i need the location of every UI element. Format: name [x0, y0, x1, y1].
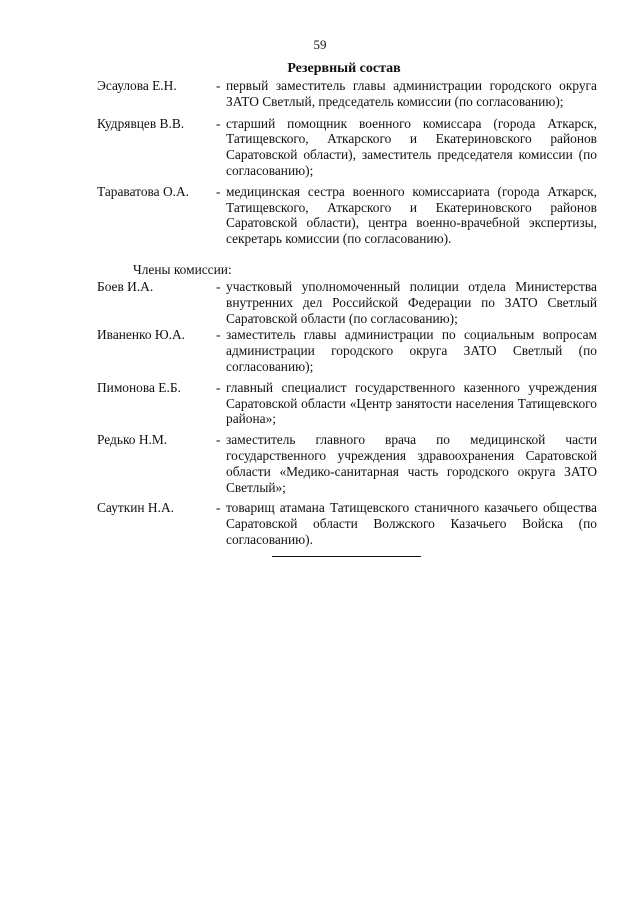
person-role: первый заместитель главы администрации городского округа ЗАТО Светлый, председатель комиссии (по согласованию); [226, 78, 597, 109]
person-name: Редько Н.М. [97, 432, 168, 448]
person-name: Пимонова Е.Б. [97, 379, 181, 395]
person-name: Иваненко Ю.А. [97, 327, 186, 343]
list-item [97, 116, 597, 179]
person-role: заместитель главы администрации по социальным вопросам администрации городского округа ЗАТО Светлый (по согласованию); [226, 327, 597, 374]
list-item [97, 327, 597, 374]
person-role: старший помощник военного комиссара (города Аткарск, Татищевского, Аткарского и Екатериновского районов Саратовской области), заместитель председателя комиссии (по согласованию); [226, 115, 597, 178]
person-name: Сауткин Н.А. [97, 500, 174, 516]
separator-line [272, 556, 421, 557]
person-role: участковый уполномоченный полиции отдела Министерства внутренних дел Российской Федерации по ЗАТО Светлый Саратовской области (по согласованию); [226, 279, 597, 326]
reserve-list [97, 78, 597, 247]
person-role: заместитель главного врача по медицинской части государственного учреждения здравоохранения Саратовской области «Медико-санитарная часть городского округа ЗАТО Светлый»; [226, 432, 597, 495]
page-number: 59 [313, 37, 327, 52]
list-item [97, 184, 597, 247]
list-item [97, 380, 597, 427]
dash: - [216, 279, 221, 294]
reserve-title: Резервный состав [287, 61, 401, 76]
dash: - [216, 327, 221, 343]
list-item [97, 500, 597, 547]
list-item [97, 432, 597, 495]
person-role: товарищ атамана Татищевского станичного казачьего общества Саратовской области Волжского Казачьего Войска (по согласованию). [226, 500, 597, 547]
person-role: медицинская сестра военного комиссариата (города Аткарск, Татищевского, Аткарского и Екатериновского районов Саратовской области), центра военно-врачебной экспертизы, секретарь комиссии (по согласованию). [226, 183, 597, 247]
list-item [97, 279, 597, 326]
dash: - [216, 183, 221, 199]
members-heading: Члены комиссии: [133, 262, 232, 277]
members-list [97, 279, 597, 548]
person-name: Эсаулова Е.Н. [97, 78, 177, 93]
dash: - [216, 379, 221, 395]
list-item [97, 78, 597, 110]
person-name: Кудрявцев В.В. [97, 115, 185, 131]
dash: - [216, 432, 221, 448]
person-role: главный специалист государственного казенного учреждения Саратовской области «Центр занятости населения Татищевского района»; [226, 379, 597, 427]
person-name: Тараватова О.А. [97, 183, 190, 199]
dash: - [216, 500, 221, 516]
dash: - [216, 115, 221, 131]
person-name: Боев И.А. [97, 279, 154, 294]
dash: - [216, 78, 221, 93]
